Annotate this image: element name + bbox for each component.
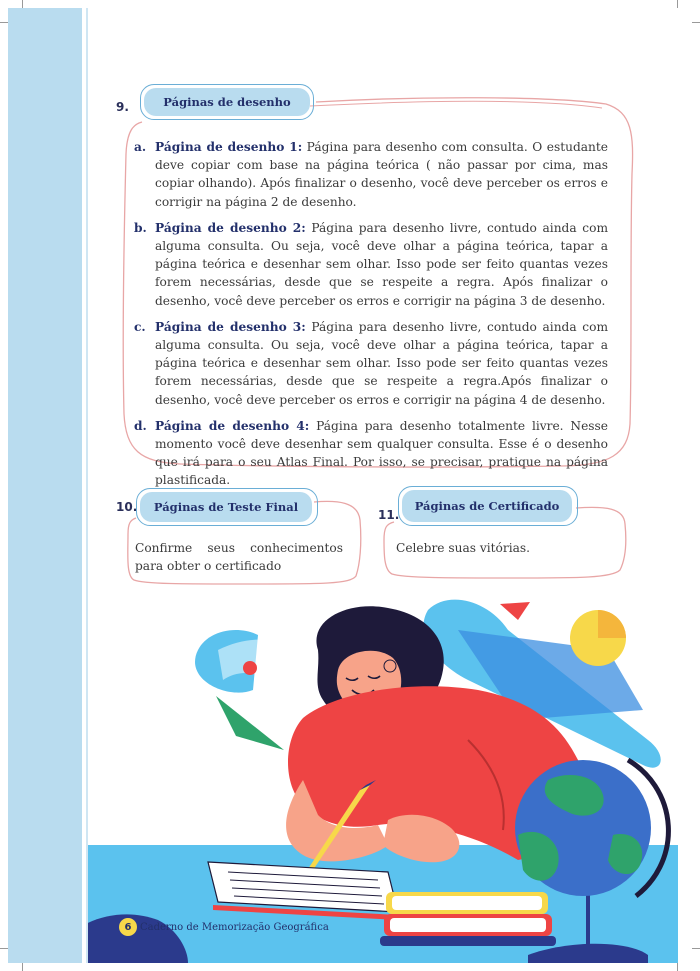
list-item <box>134 318 608 409</box>
section-9-title: Páginas de desenho <box>144 88 310 116</box>
left-margin-bar <box>8 8 82 963</box>
list-item-body: Página para desenho totalmente livre. Nesse momento você deve desenhar sem qualquer consulta. Esse é o desenho que irá para o seu Atlas Final. Por isso, se precisar, pratique na página plastificada. <box>155 418 609 488</box>
red-dot <box>243 661 257 675</box>
list-item <box>134 138 608 211</box>
sun-highlight <box>598 610 626 638</box>
crop-mark <box>0 22 8 23</box>
list-item-heading: Página de desenho 1: <box>155 140 303 154</box>
section-9-list <box>134 138 608 498</box>
crop-mark <box>677 0 678 8</box>
crop-mark <box>677 963 678 971</box>
list-item-letter: d. <box>134 418 147 433</box>
section-11-text: Celebre suas vitórias. <box>396 541 530 555</box>
list-item-body: Página para desenho livre, contudo ainda com alguma consulta. Ou seja, você deve olhar a página teórica, tapar a página teórica e desenhar sem olhar. Isso pode ser feito quantas vezes forem necessárias, desde que se respeite a regra.Após finalizar o desenho, você deve perceber os erros e corrigir na página 4 de desenho. <box>155 319 608 407</box>
section-10-text: Confirme seus conhecimentos para obter o certificado <box>135 541 343 573</box>
section-9-number: 9. <box>116 100 129 114</box>
list-item-heading: Página de desenho 2: <box>155 220 306 235</box>
list-item-heading: Página de desenho 4: <box>155 418 310 433</box>
list-item-body: Página para desenho com consulta. O estudante deve copiar com base na página teórica ( não passar por cima, mas copiar olhando). Após finalizar o desenho, você deve perceber os erros e corrigir na página 2 de desenho. <box>155 140 608 209</box>
green-triangle <box>216 696 284 750</box>
book-navy <box>380 936 556 946</box>
crop-mark <box>0 948 8 949</box>
student-drawing-illustration <box>88 590 678 963</box>
crop-mark <box>692 22 700 23</box>
list-item-letter: b. <box>134 220 147 235</box>
list-item-letter: c. <box>134 319 146 334</box>
list-item-letter: a. <box>134 140 147 154</box>
list-item-text <box>155 417 608 490</box>
section-11-title: Páginas de Certificado <box>402 490 572 522</box>
list-item-heading: Página de desenho 3: <box>155 319 306 334</box>
section-11-number: 11. <box>378 508 400 522</box>
list-item <box>134 219 608 310</box>
list-item-text <box>155 138 608 211</box>
section-10-number: 10. <box>116 500 138 514</box>
list-item-text <box>155 318 608 409</box>
crop-mark <box>22 0 23 8</box>
footer-label: Caderno de Memorização Geográfica <box>140 922 329 933</box>
list-item-body: Página para desenho livre, contudo ainda com alguma consulta. Ou seja, você deve olhar a página teórica, tapar a página teórica e desenhar sem olhar. Isso pode ser feito quantas vezes forem necessárias, desde que se respeite a regra. Após finalizar o desenho, você deve perceber os erros e corrigir na página 3 de desenho. <box>155 220 608 308</box>
list-item-text <box>155 219 608 310</box>
ear <box>384 660 396 672</box>
red-triangle <box>500 602 530 620</box>
book-pages <box>392 896 542 910</box>
list-item <box>134 417 608 490</box>
book-pages <box>390 918 546 932</box>
crop-mark <box>692 948 700 949</box>
section-10-title: Páginas de Teste Final <box>140 492 312 522</box>
crop-mark <box>22 963 23 971</box>
page-number-badge: 6 <box>119 918 137 936</box>
